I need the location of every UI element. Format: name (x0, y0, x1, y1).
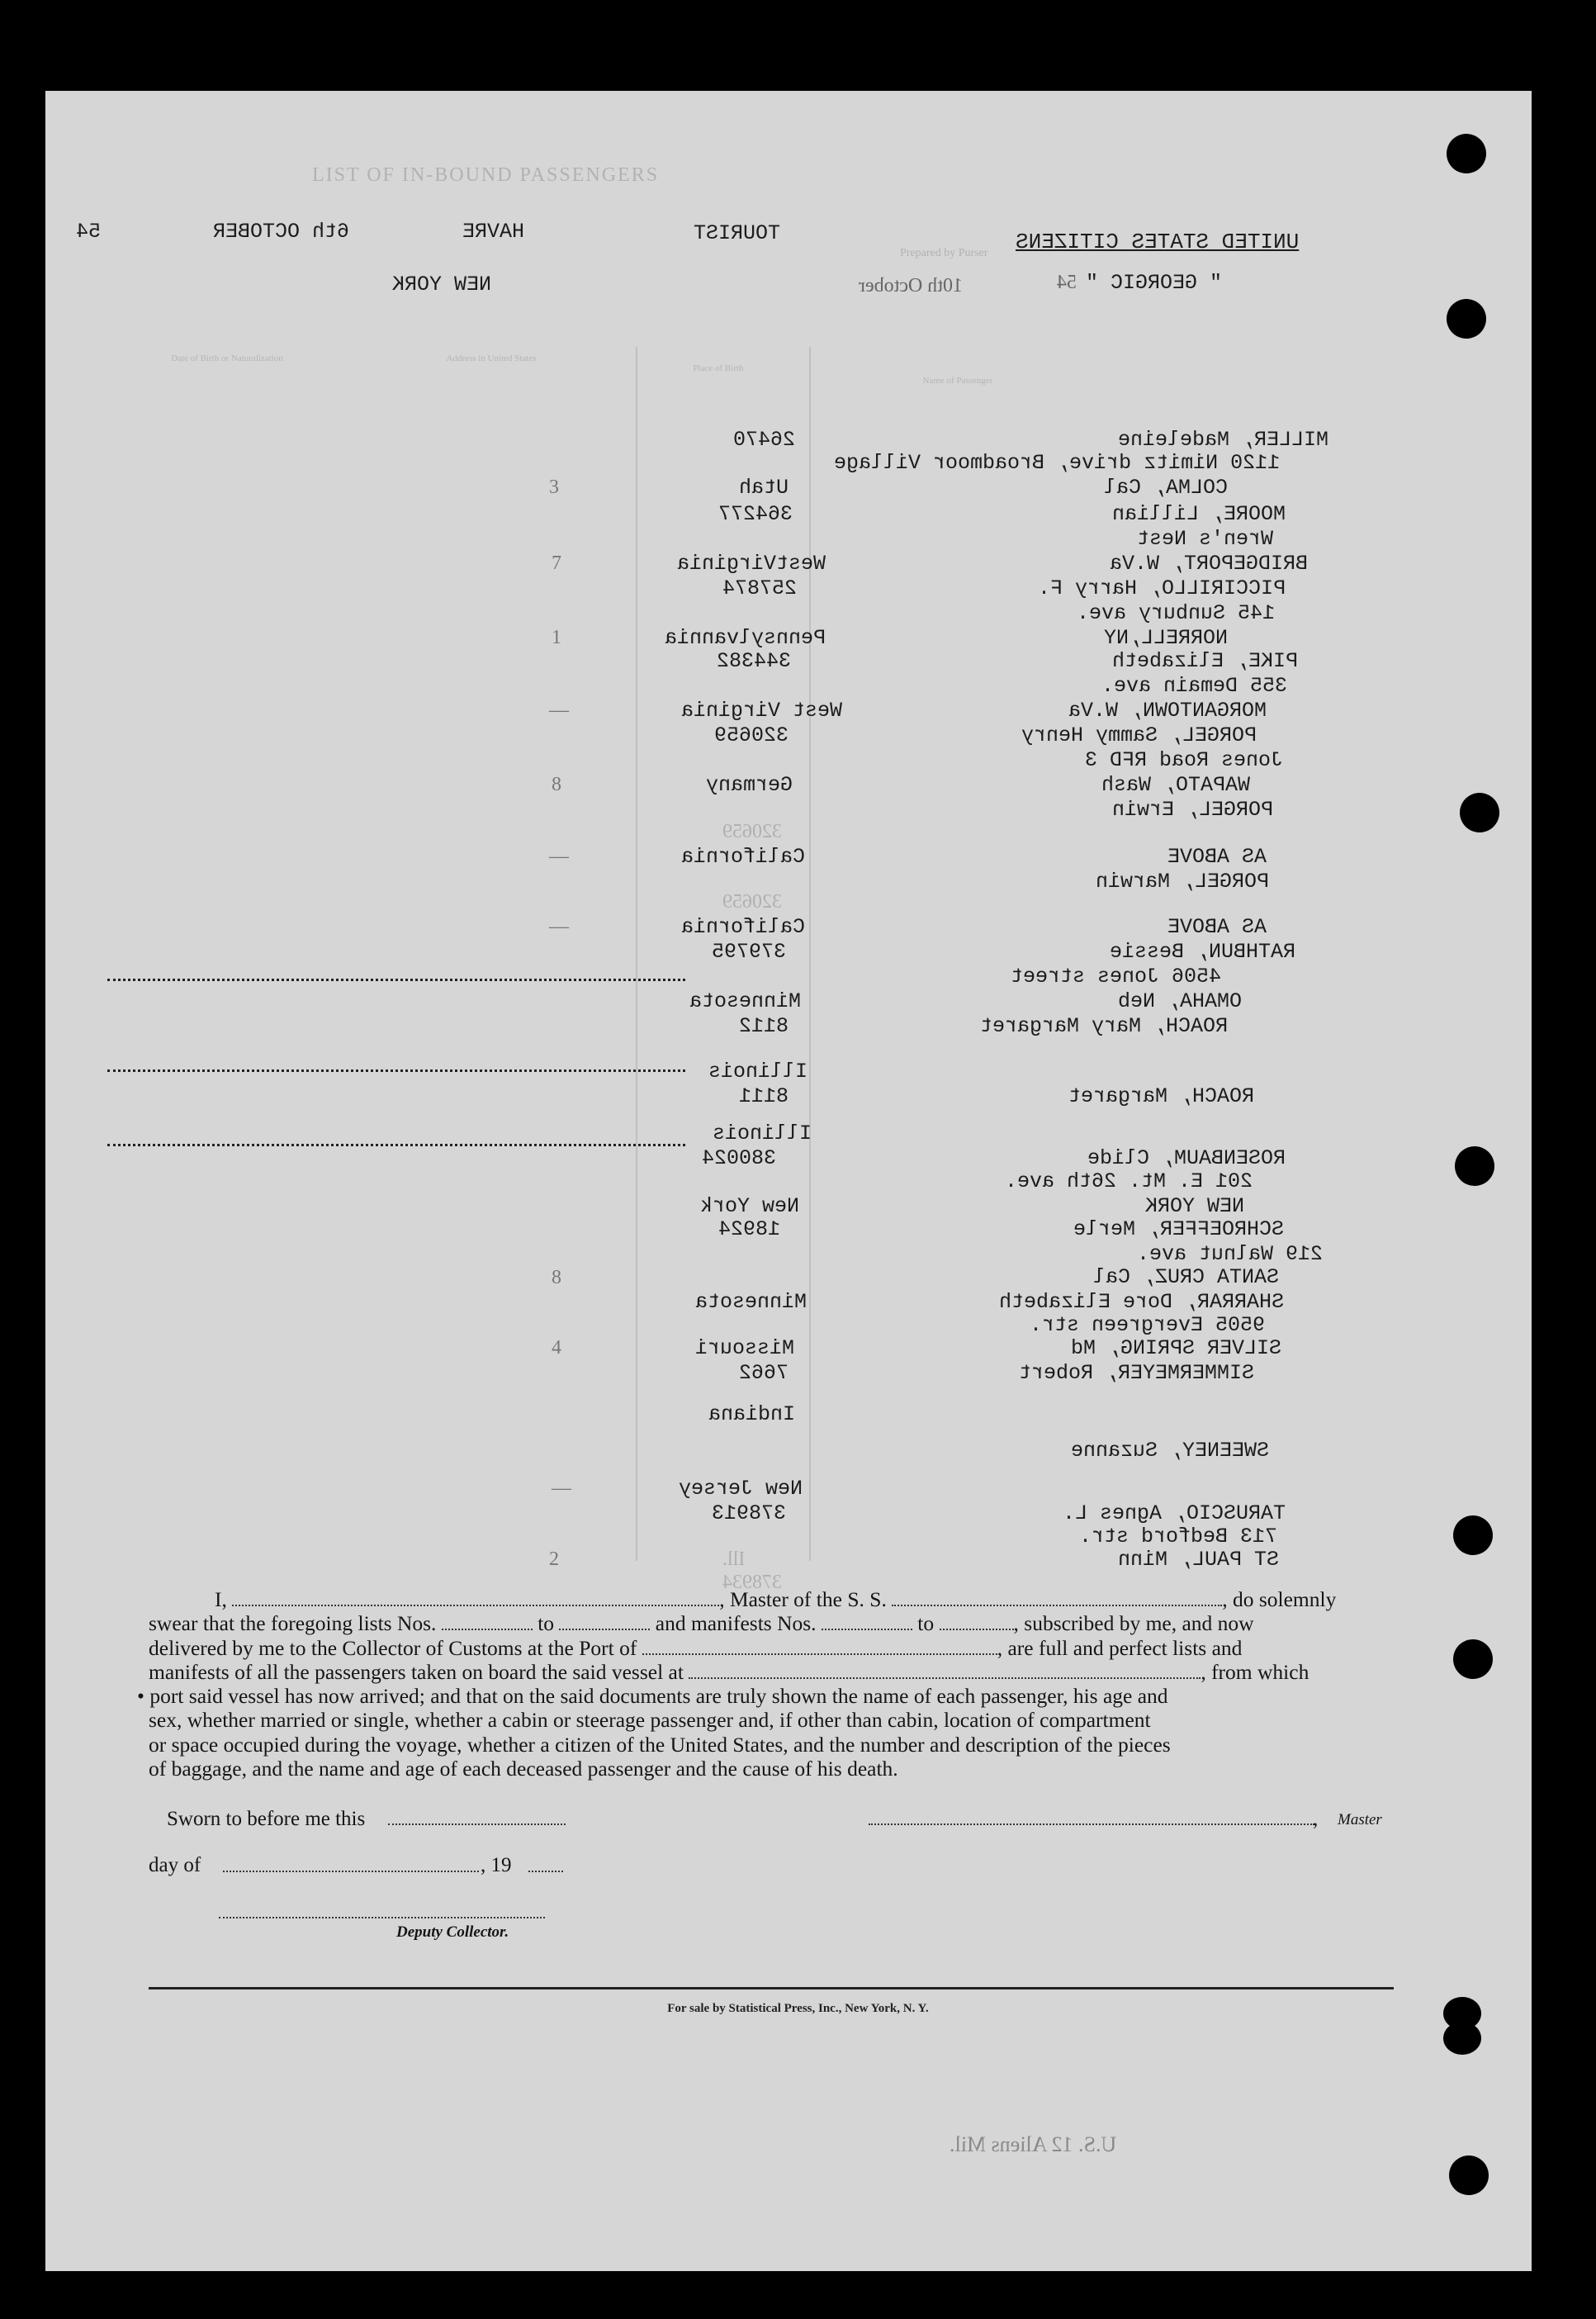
arrival-port: NEW YORK (392, 273, 492, 296)
birthplace-entry: New York (700, 1194, 800, 1218)
binder-hole (1455, 1146, 1494, 1186)
birthplace-entry: 8111 (739, 1084, 789, 1108)
passenger-entry: NEW YORK (1145, 1194, 1245, 1218)
list-number: 54 (76, 220, 102, 244)
column-mark: 3 (549, 477, 559, 498)
passenger-entry: PICCIRILLO, Harry F. (1038, 576, 1286, 600)
column-mark: 7 (552, 552, 561, 574)
comma: , (1313, 1808, 1319, 1830)
column-mark: 8 (552, 1267, 561, 1288)
cert-text: to (538, 1611, 555, 1636)
cert-text: or space occupied during the voyage, whether a citizen of the United States, and the number and description of the pieces (149, 1732, 1171, 1757)
printer-imprint: For sale by Statistical Press, Inc., New York, N. Y. (667, 2002, 929, 2015)
faint-number: Ill. (722, 1548, 746, 1570)
birthplace-entry: 379795 (712, 940, 787, 964)
footer-rule (149, 1987, 1394, 1989)
ghost-column-rule (809, 347, 811, 1561)
birthplace-entry: 18924 (718, 1217, 781, 1241)
list-from-field[interactable] (442, 1614, 533, 1630)
column-mark: 2 (549, 1548, 559, 1570)
binder-hole (1449, 2155, 1489, 2195)
passenger-entry: SCHROEFFER, Merle (1073, 1217, 1285, 1241)
passenger-entry: OMAHA, Neb (1118, 989, 1243, 1013)
birthplace-entry: California (681, 845, 806, 869)
passenger-class: TOURIST (694, 221, 781, 245)
passenger-entry: Jones Road RFD 3 (1085, 748, 1284, 772)
column-mark: — (549, 916, 569, 937)
port-field[interactable] (642, 1638, 997, 1655)
binder-hole (1453, 1639, 1493, 1679)
passenger-entry: ROSENBAUM, Clide (1087, 1146, 1286, 1170)
arrival-year: 54 (1057, 272, 1077, 293)
passenger-entry: AS ABOVE (1167, 845, 1267, 869)
column-mark: 8 (552, 774, 561, 795)
birthplace-entry: 364277 (718, 502, 793, 526)
birthplace-entry: 26470 (733, 428, 796, 452)
passenger-entry: MILLER, Madeleine (1118, 428, 1329, 452)
cert-text: port said vessel has now arrived; and that on the said documents are truly shown the name of each passenger, his age and (149, 1684, 1168, 1709)
passenger-entry: ROACH, Mary Margaret (980, 1014, 1229, 1038)
column-mark: — (549, 846, 569, 867)
certification-text: I, , Master of the S. S. , do solemnly swear that the foregoing lists Nos. to and manifests Nos. to , subscribed by me, and now delivered by me to the Collector of Customs at the Port of , are full and perfect lists and manifests of all the passengers taken on board the said vessel at , from which • port said vessel has now arrived; and that on the said documents are truly shown the name of each passenger, his age and sex, whether married or single, whether a cabin or steerage passenger and, if other than cabin, location of compartment or space occupied during the voyage, whether a citizen of the United States, and the number and description of the pieces of baggage, and the name and age of each deceased passenger and the cause of his death. (149, 1587, 1394, 1781)
passenger-entry: 219 Walnut ave. (1137, 1242, 1324, 1266)
passenger-entry: SWEENEY, Suzanne (1071, 1439, 1270, 1463)
cert-text: manifests of all the passengers taken on board the said vessel at (149, 1659, 684, 1684)
passenger-entry: ROACH, Margaret (1068, 1084, 1255, 1108)
ghost-column-header: Date of Birth or Naturalization (171, 353, 283, 363)
birthplace-entry: Missouri (695, 1336, 795, 1360)
master-name-field[interactable] (232, 1590, 719, 1606)
cert-text: swear that the foregoing lists Nos. (149, 1611, 437, 1636)
master-label: Master (1338, 1811, 1382, 1828)
birthplace-entry: 380024 (702, 1146, 777, 1170)
cert-text: of baggage, and the name and age of each deceased passenger and the cause of his death. (149, 1757, 898, 1781)
passenger-entry: COLMA, Cal (1104, 476, 1229, 500)
birthplace-entry: Minnesota (695, 1290, 807, 1314)
cert-text: , are full and perfect lists and (997, 1635, 1243, 1660)
passenger-entry: MORGANTOWN, W.Va (1068, 699, 1267, 723)
birthplace-entry: 7662 (739, 1361, 789, 1385)
manifest-page (45, 91, 1532, 2271)
passenger-entry: 4506 Jones street (1011, 965, 1222, 989)
column-mark: 1 (552, 627, 561, 648)
deputy-collector-label: Deputy Collector. (396, 1923, 509, 1941)
ghost-prepared-by: Prepared by Purser (900, 247, 988, 259)
bleed-through-text: U.S. 12 Aliens Mil. (950, 2132, 1117, 2156)
cert-text: , from which (1201, 1659, 1309, 1684)
birthplace-entry: 378913 (712, 1501, 787, 1525)
ghost-form-title: LIST OF IN-BOUND PASSENGERS (312, 164, 660, 186)
month-field[interactable] (223, 1871, 479, 1872)
binder-hole (1447, 134, 1486, 173)
passenger-entry: NORRELL,NY (1104, 626, 1229, 650)
passenger-entry: SIMMERMEYER, Robert (1019, 1361, 1255, 1385)
passenger-entry: TARUSCIO, Agnes L. (1063, 1501, 1286, 1525)
cert-text: delivered by me to the Collector of Customs at the Port of (149, 1635, 637, 1660)
cert-text: to (917, 1611, 935, 1636)
passenger-entry: 713 Bedford str. (1079, 1525, 1278, 1548)
faint-number: 320659 (722, 891, 782, 913)
passenger-entry: 201 E. Mt. 26th ave. (1005, 1169, 1253, 1193)
passenger-entry: RATHBUN, Bessie (1110, 940, 1296, 964)
passenger-entry: Wren's Nest (1137, 527, 1274, 551)
year-prefix: , 19 (481, 1854, 512, 1876)
passenger-entry: MOORE, Lillian (1112, 502, 1286, 526)
leader-dots (107, 979, 685, 981)
column-mark: — (549, 699, 569, 721)
list-to-field[interactable] (559, 1614, 650, 1630)
cert-text: and manifests Nos. (655, 1611, 817, 1636)
passenger-entry: AS ABOVE (1167, 915, 1267, 939)
passenger-entry: 355 Demain ave. (1101, 674, 1288, 698)
column-mark: 4 (552, 1337, 561, 1359)
year-field[interactable] (528, 1871, 563, 1872)
departure-date: 6th OCTOBER (213, 220, 350, 244)
binder-hole (1453, 1515, 1493, 1555)
cert-text: , subscribed by me, and now (1013, 1611, 1254, 1636)
passenger-entry: SHARRAR, Dore Elizabeth (999, 1290, 1285, 1314)
birthplace-entry: WestVirginia (677, 552, 826, 576)
manifest-from-field[interactable] (822, 1614, 912, 1630)
passenger-entry: BRIDGEPORT, W.Va (1110, 552, 1309, 576)
passenger-entry: WAPATO, Wash (1101, 773, 1251, 797)
sworn-date-field[interactable] (388, 1823, 566, 1825)
passenger-entry: 145 Sunbury ave. (1077, 601, 1276, 625)
deputy-signature-field[interactable] (219, 1917, 545, 1918)
ghost-column-rule (636, 347, 637, 1561)
birthplace-entry: Utah (739, 476, 789, 500)
passenger-entry: PIKE, Elizabeth (1112, 649, 1299, 673)
master-signature-field[interactable] (869, 1823, 1314, 1825)
passenger-entry: SANTA CRUZ, Cal (1093, 1265, 1280, 1289)
cert-text: sex, whether married or single, whether a cabin or steerage passenger and, if other than cabin, location of compartment (149, 1708, 1151, 1733)
departure-port: HAVRE (462, 220, 525, 244)
passenger-entry: SILVER SPRING, Md (1071, 1336, 1282, 1360)
cert-text: , do solemnly (1222, 1587, 1337, 1611)
ghost-column-header: Name of Passenger (922, 376, 993, 386)
manifest-title: UNITED STATES CITIZENS (1016, 230, 1300, 254)
leader-dots (107, 1144, 685, 1146)
passenger-entry: 9505 Evergreen str. (1030, 1313, 1266, 1337)
arrival-date: 10th October (859, 275, 963, 296)
binder-hole (1447, 299, 1486, 339)
binder-hole (1443, 2022, 1481, 2055)
birthplace-entry: West Virginia (681, 699, 843, 723)
passenger-entry: 1120 Nimitz drive, Broadmoor Village (834, 451, 1281, 475)
column-mark: — (552, 1477, 571, 1499)
birthplace-entry: Pennsylvannia (665, 626, 826, 650)
sworn-label: Sworn to before me this (167, 1808, 366, 1830)
birthplace-entry: Illinois (713, 1122, 812, 1145)
birthplace-entry: New Jersey (679, 1477, 803, 1501)
cert-text: I, (215, 1587, 227, 1611)
birthplace-entry: 344382 (717, 649, 792, 673)
birthplace-entry: 320659 (714, 723, 789, 747)
birthplace-entry: Germany (706, 773, 793, 797)
faint-number: 320659 (722, 821, 782, 842)
passenger-entry: PORGEL, Erwin (1112, 798, 1274, 822)
binder-hole (1460, 793, 1499, 832)
ship-name-field[interactable] (892, 1590, 1222, 1606)
passenger-entry: PORGEL, Sammy Henry (1021, 723, 1257, 747)
ghost-column-header: Place of Birth (693, 363, 744, 373)
birthplace-entry: Indiana (708, 1402, 796, 1426)
birthplace-entry: Illinois (708, 1060, 808, 1084)
birthplace-entry: California (681, 915, 806, 939)
birthplace-entry: Minnesota (689, 989, 802, 1013)
leader-dots (107, 1069, 685, 1072)
passenger-entry: ST PAUL, Minn (1118, 1548, 1280, 1572)
birthplace-entry: 257874 (722, 576, 798, 600)
departure-port-field[interactable] (689, 1662, 1201, 1679)
ship-name: " GEORGIC " (1086, 271, 1223, 295)
passenger-entry: PORGEL, Marwin (1096, 870, 1270, 894)
ghost-column-header: Address in United States (446, 353, 537, 363)
birthplace-entry: 8112 (739, 1014, 789, 1038)
faint-number: 378934 (722, 1572, 782, 1593)
cert-text: , Master of the S. S. (719, 1587, 887, 1611)
manifest-to-field[interactable] (940, 1614, 1014, 1630)
day-of-label: day of (149, 1854, 201, 1876)
